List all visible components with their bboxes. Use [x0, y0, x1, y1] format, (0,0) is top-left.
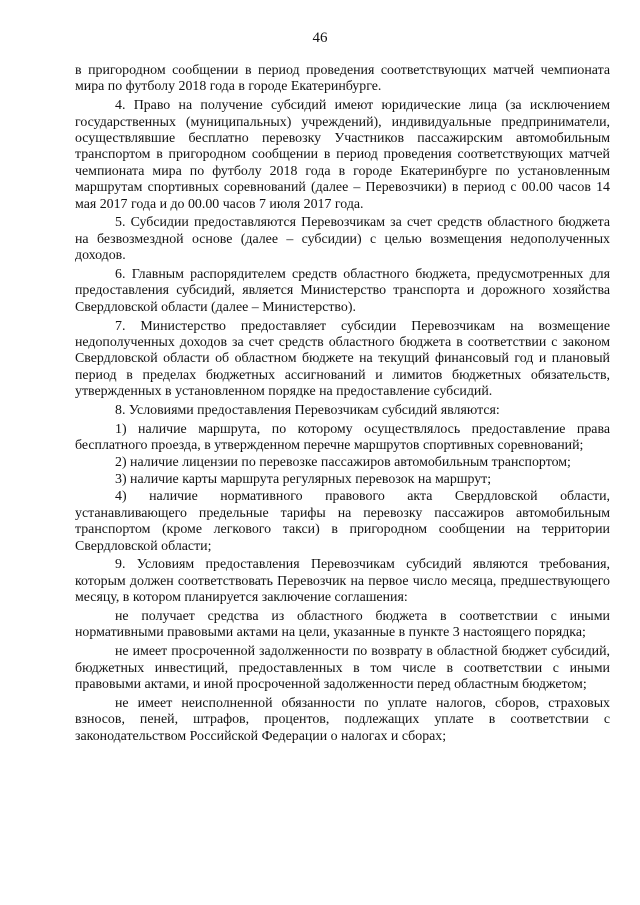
paragraph-continuation: в пригородном сообщении в период проведения соответствующих матчей чемпионата мира по футболу 2018 года в городе Екатеринбурге. — [75, 63, 610, 95]
paragraph-8-item-2: 2) наличие лицензии по перевозке пассажиров автомобильным транспортом; — [115, 455, 571, 471]
paragraph-5-subsidy-source: 5. Субсидии предоставляются Перевозчикам за счет средств областного бюджета на безвозмездной основе (далее – субсидии) с целью возмещения недополученных доходов. — [75, 215, 610, 264]
paragraph-9-requirement-c: не имеет неисполненной обязанности по уплате налогов, сборов, страховых взносов, пеней, штрафов, процентов, подлежащих уплате в соответствии с законодательством Российской Федерации о налогах и сборах; — [75, 695, 610, 744]
paragraph-6-main-manager: 6. Главным распорядителем средств областного бюджета, предусмотренных для предоставления субсидий, является Министерство транспорта и дорожного хозяйства Свердловской области (далее – Министерство). — [75, 267, 610, 315]
paragraph-9-requirement-a: не получает средства из областного бюджета в соответствии с иными нормативными правовыми актами на цели, указанные в пункте 3 настоящего порядка; — [75, 608, 610, 641]
paragraph-4-eligibility: 4. Право на получение субсидий имеют юридические лица (за исключением государственных (муниципальных) учреждений), индивидуальные предприниматели, осуществлявшие бесплатно перевозку Участников пассажирским автомобильным транспортом в пригородном сообщении в период проведения соответствующих матчей чемпионата мира по футболу 2018 года в городе Екатеринбурге по установленным маршрутам спортивных соревнований (далее – Перевозчики) в период с 00.00 часов 14 мая 2017 года и до 00.00 часов 7 июля 2017 года. — [75, 98, 610, 212]
paragraph-9-requirements: 9. Условиям предоставления Перевозчикам субсидий являются требования, которым должен соответствовать Перевозчик на первое число месяца, предшествующего месяцу, в котором планируется заключение соглашения: — [75, 557, 610, 606]
paragraph-8-item-3: 3) наличие карты маршрута регулярных перевозок на маршрут; — [115, 472, 492, 488]
page-number: 46 — [312, 30, 328, 46]
paragraph-9-requirement-b: не имеет просроченной задолженности по возврату в областной бюджет субсидий, бюджетных инвестиций, предоставленных в том числе в соответствии с иными правовыми актами, и иной просроченной задолженности перед областным бюджетом; — [75, 644, 610, 692]
paragraph-8-conditions: 8. Условиями предоставления Перевозчикам субсидий являются: — [115, 403, 500, 419]
paragraph-8-item-1: 1) наличие маршрута, по которому осуществлялось предоставление права бесплатного проезда, в утвержденном перечне маршрутов спортивных соревнований; — [75, 421, 610, 454]
document-body — [75, 63, 610, 745]
paragraph-8-item-4: 4) наличие нормативного правового акта Свердловской области, устанавливающего предельные тарифы на перевозку пассажиров автомобильным транспортом (кроме легкового такси) в пригородном сообщении на территории Свердловской области; — [75, 489, 610, 554]
paragraph-7-ministry: 7. Министерство предоставляет субсидии Перевозчикам на возмещение недополученных доходов за счет средств областного бюджета в соответствии с законом Свердловской области об областном бюджете на текущий финансовый год и плановый период в пределах бюджетных ассигнований и лимитов бюджетных обязательств, утвержденных в установленном порядке на предоставление субсидий. — [75, 318, 610, 400]
